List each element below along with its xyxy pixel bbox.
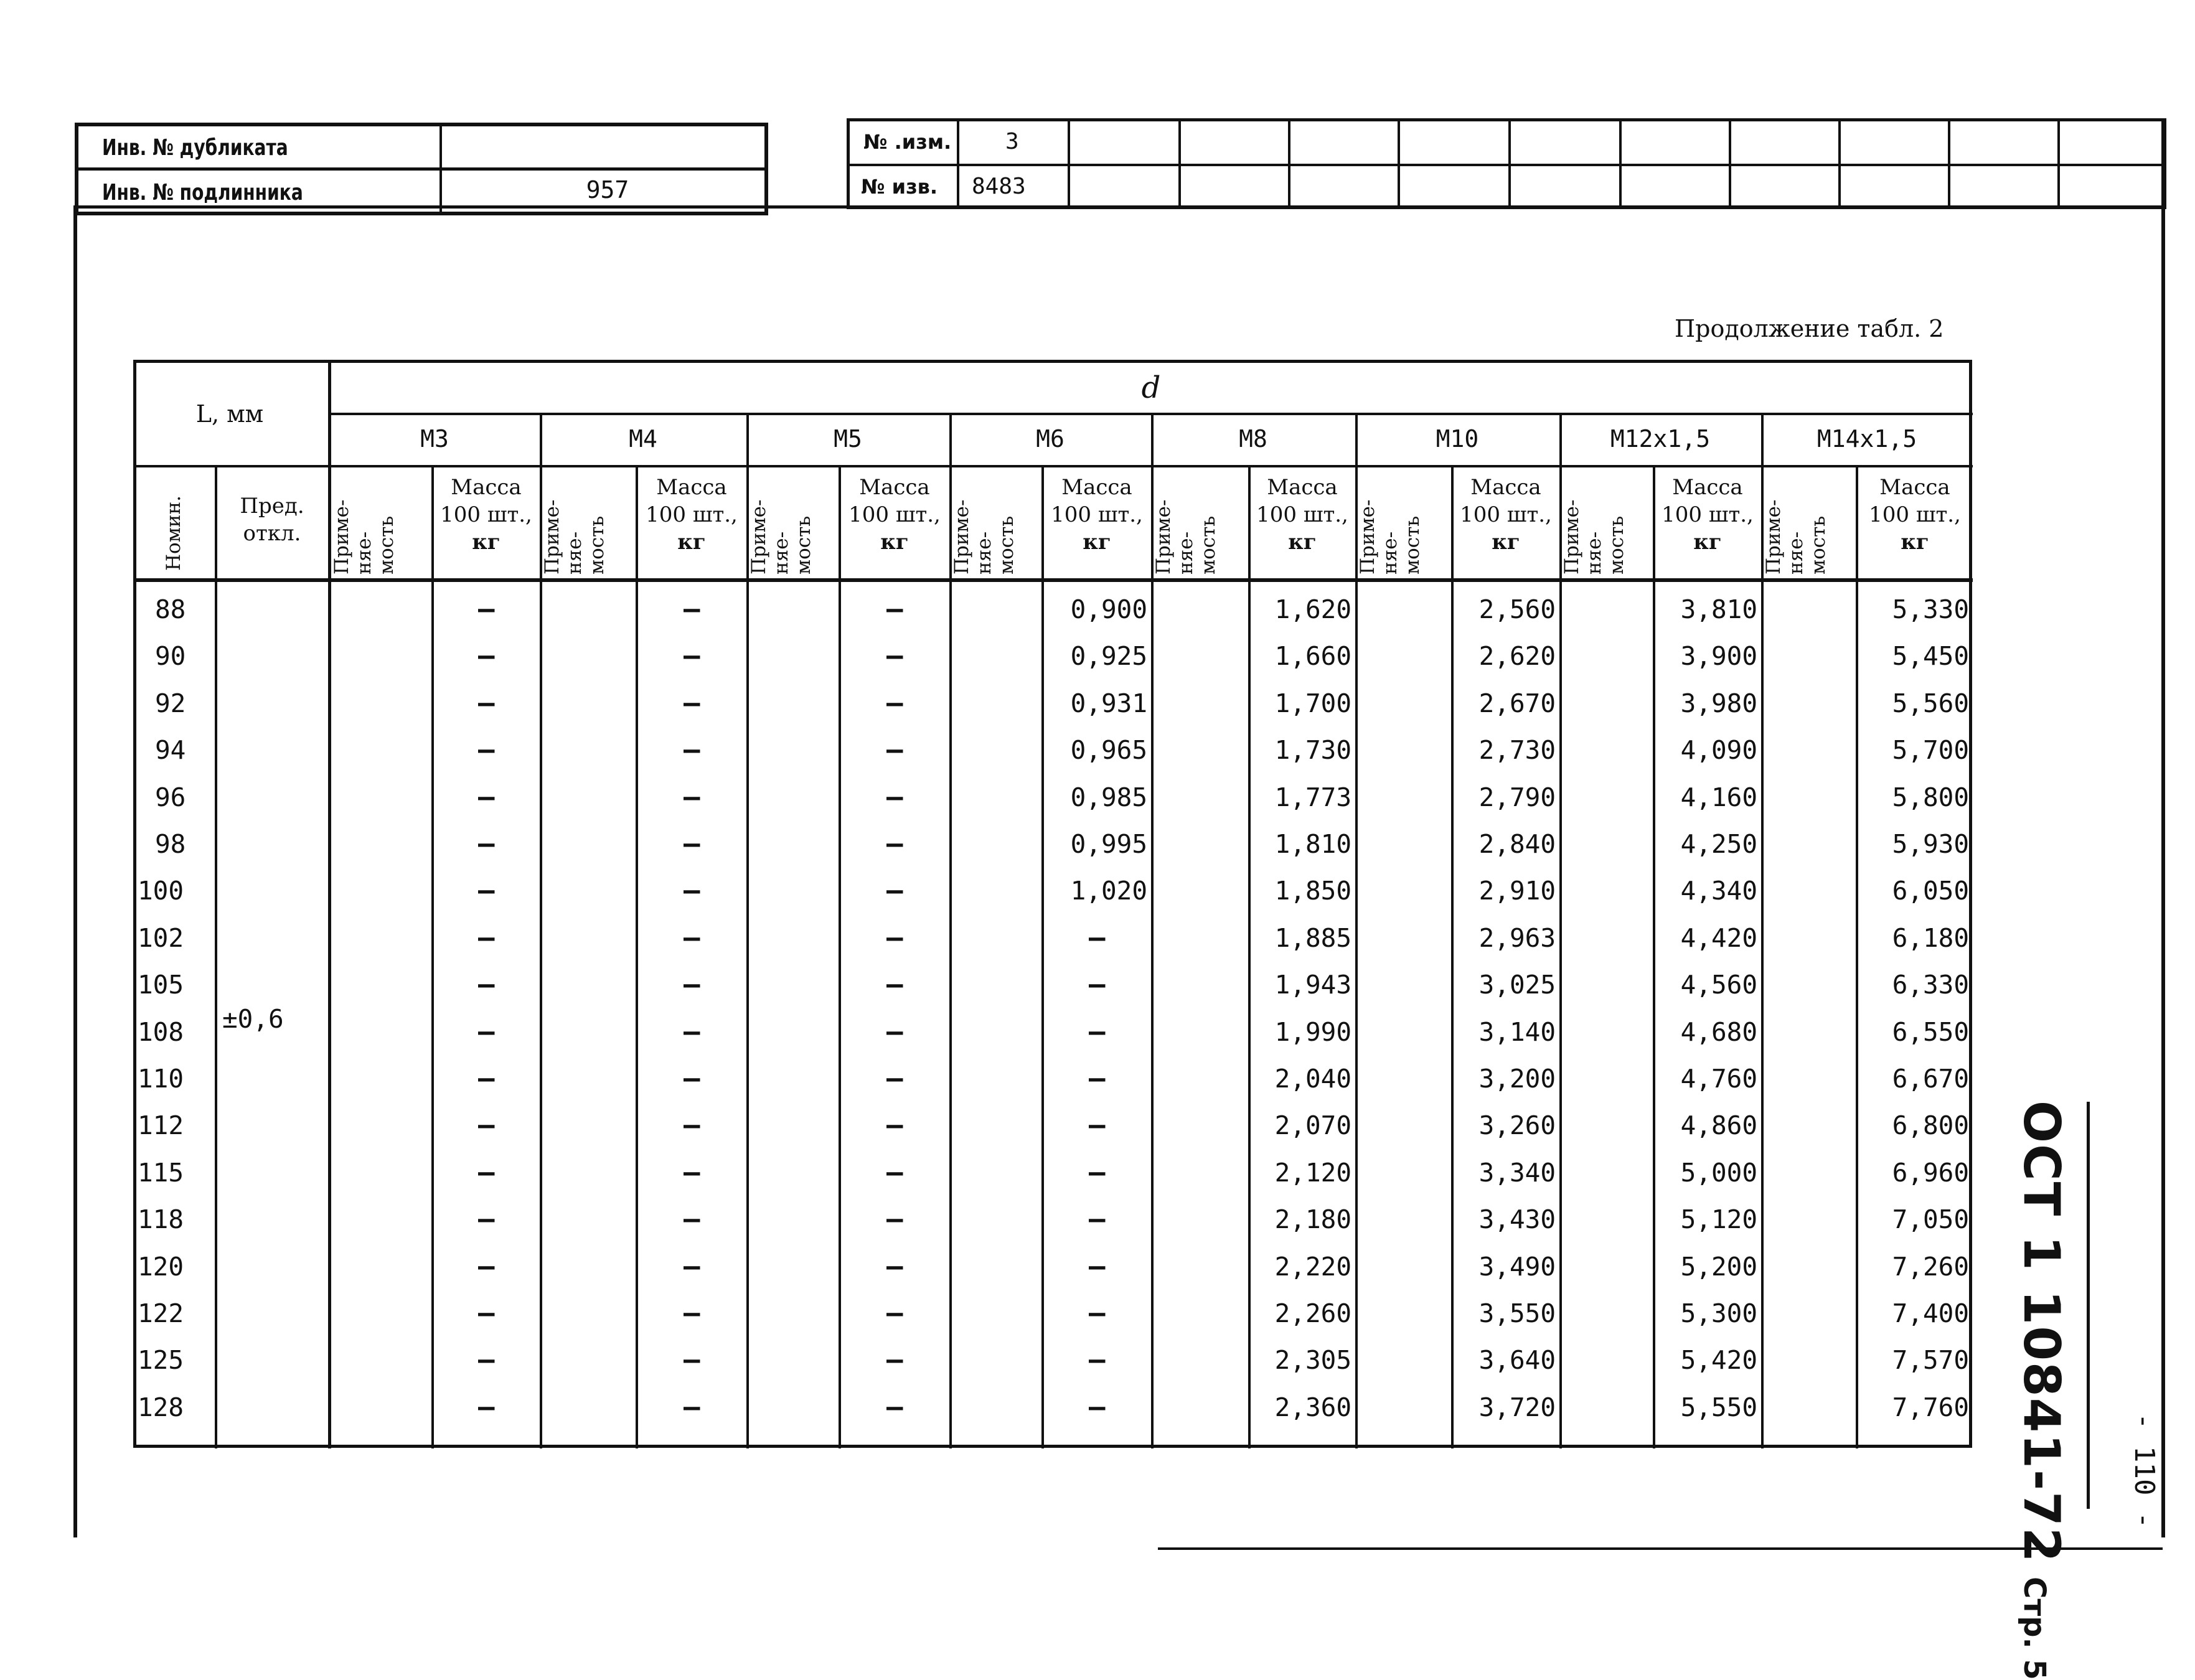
mass-dash: – <box>478 1063 495 1094</box>
mass-dash: – <box>684 593 700 625</box>
mass-dash: – <box>684 1344 700 1376</box>
mass-dash: – <box>684 1063 700 1094</box>
mass-header-line: Масса <box>1267 475 1338 500</box>
size-header-7: M14x1,5 <box>1817 425 1917 453</box>
row-nominal-length: 102 <box>138 922 184 953</box>
mass-value: 2,120 <box>1274 1157 1351 1188</box>
header-line-sizes <box>136 465 1973 467</box>
mass-dash: – <box>478 687 495 719</box>
mass-value: 2,560 <box>1478 594 1556 624</box>
row-nominal-length: 92 <box>155 688 186 718</box>
mass-value: 5,450 <box>1892 641 1969 672</box>
nominal-col-line <box>215 465 217 1448</box>
duplicate-stamp-block <box>75 123 768 215</box>
mass-value: 2,305 <box>1274 1345 1351 1376</box>
mass-dash: – <box>1089 1250 1106 1282</box>
mass-value: 3,550 <box>1478 1298 1556 1328</box>
size-header-0: M3 <box>420 425 449 453</box>
change-divider <box>850 164 2163 166</box>
mass-dash: – <box>886 1250 903 1282</box>
mass-value: 3,720 <box>1478 1392 1556 1422</box>
mass-header-line: кг <box>472 530 501 555</box>
applicability-header-line: мость <box>586 515 608 575</box>
applicability-header-line: Приме- <box>541 499 563 575</box>
mass-dash: – <box>684 1015 700 1048</box>
mass-value: 4,560 <box>1680 970 1757 1000</box>
mass-dash: – <box>886 640 903 672</box>
mass-dash: – <box>1089 1203 1106 1236</box>
mass-value: 4,760 <box>1680 1064 1757 1094</box>
mass-value: 2,963 <box>1478 922 1556 953</box>
mass-value: 6,180 <box>1892 922 1969 953</box>
mass-dash: – <box>886 1344 903 1376</box>
mass-dash: – <box>886 687 903 719</box>
row-nominal-length: 118 <box>138 1204 184 1235</box>
applicability-header-line: няе- <box>1379 531 1401 575</box>
mass-dash: – <box>684 1297 700 1329</box>
mass-value: 2,840 <box>1478 829 1556 859</box>
change-col-line <box>2057 121 2060 206</box>
mass-header-line: Масса <box>451 475 522 500</box>
mass-dash: – <box>478 640 495 672</box>
prim-mass-line <box>1041 466 1044 1448</box>
change-col-line <box>1288 121 1290 206</box>
mass-value: 7,570 <box>1892 1345 1969 1376</box>
frame-left-line <box>73 205 77 1537</box>
mass-header-line: 100 шт., <box>1662 502 1754 527</box>
mass-value: 1,660 <box>1274 641 1351 672</box>
mass-value: 0,931 <box>1070 688 1147 718</box>
mass-dash: – <box>886 1063 903 1094</box>
mass-dash: – <box>684 1391 700 1423</box>
mass-dash: – <box>478 921 495 954</box>
mass-value: 0,965 <box>1070 735 1147 766</box>
row-nominal-length: 100 <box>138 876 184 906</box>
mass-dash: – <box>1089 921 1106 954</box>
applicability-header <box>541 500 608 575</box>
row-nominal-length: 128 <box>138 1392 184 1422</box>
row-nominal-length: 125 <box>138 1345 184 1376</box>
mass-header-line: 100 шт., <box>440 502 532 527</box>
mass-dash: – <box>478 875 495 907</box>
mass-dash: – <box>886 1109 903 1142</box>
frame-right-line <box>2161 118 2165 1537</box>
mass-value: 3,640 <box>1478 1345 1556 1376</box>
mass-dash: – <box>1089 1063 1106 1094</box>
mass-value: 4,090 <box>1680 735 1757 766</box>
page-label: Стр. 5 <box>2017 1577 2052 1680</box>
mass-dash: – <box>684 969 700 1001</box>
mass-value: 4,160 <box>1680 782 1757 812</box>
designation-underline <box>2087 1102 2090 1509</box>
mass-value: 4,860 <box>1680 1110 1757 1141</box>
mass-header-line: Масса <box>859 475 930 500</box>
diameter-header: d <box>1141 370 1161 405</box>
mass-dash: – <box>1089 1156 1106 1188</box>
mass-value: 0,925 <box>1070 641 1147 672</box>
mass-value: 3,980 <box>1680 688 1757 718</box>
change-col-line <box>1948 121 1950 206</box>
prim-mass-line <box>1856 466 1858 1448</box>
mass-data-table <box>133 360 1972 1448</box>
mass-dash: – <box>478 593 495 625</box>
document-number: ОСТ 1 10841-72 <box>2013 1100 2070 1564</box>
mass-dash: – <box>684 1156 700 1188</box>
mass-header-line: 100 шт., <box>1460 502 1552 527</box>
mass-dash: – <box>684 1250 700 1282</box>
mass-header <box>1044 474 1150 556</box>
mass-value: 1,810 <box>1274 829 1351 859</box>
mass-header-line: кг <box>1492 530 1520 555</box>
duplicate-inventory-label: Инв. № дубликата <box>102 135 288 161</box>
mass-dash: – <box>478 969 495 1001</box>
size-header-2: M5 <box>834 425 862 453</box>
applicability-header <box>1356 500 1424 575</box>
mass-value: 5,420 <box>1680 1345 1757 1376</box>
row-nominal-length: 110 <box>138 1064 184 1094</box>
change-col-line <box>1068 121 1070 206</box>
applicability-header <box>1152 500 1220 575</box>
change-record-block <box>847 118 2166 209</box>
applicability-header-line: няе- <box>563 531 586 575</box>
change-col-line <box>957 121 959 206</box>
sheet-number: - 110 - <box>2128 1413 2160 1529</box>
applicability-header-line: Приме- <box>748 499 770 575</box>
applicability-header-line: няе- <box>1785 531 1807 575</box>
frame-top-line <box>73 205 2165 209</box>
mass-value: 5,300 <box>1680 1298 1757 1328</box>
mass-dash: – <box>684 1203 700 1236</box>
mass-value: 3,260 <box>1478 1110 1556 1141</box>
mass-value: 5,200 <box>1680 1251 1757 1282</box>
mass-header <box>434 474 538 556</box>
tolerance-header-line2: откл. <box>243 521 301 546</box>
header-line-bottom <box>136 578 1973 582</box>
applicability-header-line: няе- <box>353 531 375 575</box>
mass-value: 3,490 <box>1478 1251 1556 1282</box>
frame-bottom-line <box>1158 1547 2163 1550</box>
mass-value: 2,260 <box>1274 1298 1351 1328</box>
mass-value: 6,960 <box>1892 1157 1969 1188</box>
mass-value: 5,550 <box>1680 1392 1757 1422</box>
row-nominal-length: 108 <box>138 1016 184 1047</box>
tolerance-header <box>216 492 328 547</box>
applicability-header-line: мость <box>792 515 815 575</box>
mass-dash: – <box>684 828 700 860</box>
mass-dash: – <box>886 1297 903 1329</box>
mass-value: 3,200 <box>1478 1064 1556 1094</box>
prim-mass-line <box>1653 466 1655 1448</box>
row-nominal-length: 88 <box>155 594 186 624</box>
mass-dash: – <box>684 640 700 672</box>
mass-value: 5,560 <box>1892 688 1969 718</box>
mass-value: 2,670 <box>1478 688 1556 718</box>
mass-value: 3,340 <box>1478 1157 1556 1188</box>
size-header-4: M8 <box>1239 425 1267 453</box>
mass-value: 3,140 <box>1478 1016 1556 1047</box>
mass-value: 1,885 <box>1274 922 1351 953</box>
mass-value: 1,943 <box>1274 970 1351 1000</box>
row-nominal-length: 98 <box>155 829 186 859</box>
mass-dash: – <box>478 1391 495 1423</box>
mass-dash: – <box>886 969 903 1001</box>
mass-dash: – <box>684 1109 700 1142</box>
applicability-header-line: Приме- <box>331 499 353 575</box>
change-number-value: 3 <box>1005 129 1019 154</box>
mass-value: 2,040 <box>1274 1064 1351 1094</box>
size-header-1: M4 <box>629 425 657 453</box>
mass-header-line: Масса <box>1470 475 1541 500</box>
mass-value: 2,070 <box>1274 1110 1351 1141</box>
mass-value: 1,020 <box>1070 876 1147 906</box>
mass-header-line: 100 шт., <box>1869 502 1961 527</box>
mass-header-line: кг <box>1693 530 1722 555</box>
tolerance-header-line1: Пред. <box>240 494 304 519</box>
mass-dash: – <box>684 875 700 907</box>
mass-header-line: 100 шт., <box>848 502 941 527</box>
mass-value: 4,340 <box>1680 876 1757 906</box>
applicability-header-line: мость <box>375 515 398 575</box>
change-col-line <box>1178 121 1181 206</box>
applicability-header-line: няе- <box>973 531 995 575</box>
length-header: L, мм <box>195 400 264 428</box>
mass-header <box>638 474 745 556</box>
applicability-header-line: Приме- <box>1561 499 1583 575</box>
mass-value: 6,550 <box>1892 1016 1969 1047</box>
row-nominal-length: 94 <box>155 735 186 766</box>
nominal-header: Номин. <box>162 495 185 571</box>
change-col-line <box>1398 121 1400 206</box>
mass-dash: – <box>478 1203 495 1236</box>
prim-mass-line <box>1248 466 1251 1448</box>
stamp-col-divider <box>439 126 442 212</box>
mass-dash: – <box>478 781 495 813</box>
applicability-header-line: Приме- <box>951 499 973 575</box>
size-header-5: M10 <box>1436 425 1479 453</box>
mass-dash: – <box>886 593 903 625</box>
mass-value: 5,330 <box>1892 594 1969 624</box>
mass-dash: – <box>478 1250 495 1282</box>
mass-header-line: кг <box>1288 530 1317 555</box>
prim-mass-line <box>636 466 638 1448</box>
mass-value: 7,050 <box>1892 1204 1969 1235</box>
mass-value: 3,810 <box>1680 594 1757 624</box>
mass-value: 0,900 <box>1070 594 1147 624</box>
mass-header <box>1454 474 1558 556</box>
mass-value: 3,430 <box>1478 1204 1556 1235</box>
mass-dash: – <box>684 921 700 954</box>
mass-dash: – <box>1089 969 1106 1001</box>
mass-dash: – <box>478 1109 495 1142</box>
row-nominal-length: 90 <box>155 641 186 672</box>
applicability-header-line: мость <box>1197 515 1220 575</box>
mass-value: 1,990 <box>1274 1016 1351 1047</box>
row-nominal-length: 115 <box>138 1157 184 1188</box>
mass-header-line: Масса <box>1672 475 1743 500</box>
mass-value: 1,620 <box>1274 594 1351 624</box>
mass-dash: – <box>886 875 903 907</box>
row-nominal-length: 112 <box>138 1110 184 1141</box>
mass-value: 1,730 <box>1274 735 1351 766</box>
mass-dash: – <box>886 828 903 860</box>
mass-value: 2,220 <box>1274 1251 1351 1282</box>
mass-value: 2,730 <box>1478 735 1556 766</box>
mass-value: 2,360 <box>1274 1392 1351 1422</box>
applicability-header-line: Приме- <box>1762 499 1785 575</box>
mass-dash: – <box>886 734 903 766</box>
applicability-header <box>331 500 398 575</box>
mass-dash: – <box>478 1156 495 1188</box>
original-inventory-label: Инв. № подлинника <box>102 180 303 205</box>
mass-dash: – <box>478 1015 495 1048</box>
applicability-header-line: Приме- <box>1152 499 1175 575</box>
mass-dash: – <box>886 1015 903 1048</box>
prim-mass-line <box>839 466 841 1448</box>
mass-value: 4,420 <box>1680 922 1757 953</box>
applicability-header-line: Приме- <box>1356 499 1379 575</box>
table-continuation-caption: Продолжение табл. 2 <box>1675 315 1944 342</box>
mass-header-line: 100 шт., <box>1256 502 1348 527</box>
mass-header-line: кг <box>1083 530 1111 555</box>
applicability-header <box>1762 500 1830 575</box>
change-col-line <box>1729 121 1731 206</box>
mass-value: 5,930 <box>1892 829 1969 859</box>
mass-value: 6,330 <box>1892 970 1969 1000</box>
mass-dash: – <box>886 781 903 813</box>
mass-dash: – <box>684 734 700 766</box>
notice-number-value: 8483 <box>972 174 1026 199</box>
mass-dash: – <box>478 1297 495 1329</box>
mass-dash: – <box>684 781 700 813</box>
change-col-line <box>1508 121 1511 206</box>
mass-value: 1,850 <box>1274 876 1351 906</box>
original-inventory-value: 957 <box>586 176 629 204</box>
prim-mass-line <box>431 466 434 1448</box>
change-col-line <box>1838 121 1841 206</box>
applicability-header <box>951 500 1018 575</box>
mass-header <box>841 474 948 556</box>
mass-dash: – <box>886 1203 903 1236</box>
row-nominal-length: 122 <box>138 1298 184 1328</box>
mass-value: 2,620 <box>1478 641 1556 672</box>
mass-value: 7,400 <box>1892 1298 1969 1328</box>
mass-value: 6,050 <box>1892 876 1969 906</box>
notice-number-label: № изв. <box>861 175 938 199</box>
mass-value: 4,680 <box>1680 1016 1757 1047</box>
mass-dash: – <box>886 1391 903 1423</box>
mass-header-line: Масса <box>656 475 727 500</box>
applicability-header-line: мость <box>1401 515 1424 575</box>
mass-dash: – <box>886 1156 903 1188</box>
mass-value: 5,000 <box>1680 1157 1757 1188</box>
mass-value: 3,900 <box>1680 641 1757 672</box>
applicability-header-line: няе- <box>770 531 792 575</box>
stamp-divider <box>78 167 764 171</box>
mass-value: 5,700 <box>1892 735 1969 766</box>
change-col-line <box>1619 121 1622 206</box>
mass-dash: – <box>1089 1015 1106 1048</box>
mass-dash: – <box>478 734 495 766</box>
row-nominal-length: 105 <box>138 970 184 1000</box>
mass-value: 1,700 <box>1274 688 1351 718</box>
document-designation <box>2013 1100 2070 1680</box>
mass-dash: – <box>1089 1391 1106 1423</box>
mass-value: 5,120 <box>1680 1204 1757 1235</box>
mass-dash: – <box>1089 1344 1106 1376</box>
size-header-6: M12x1,5 <box>1610 425 1711 453</box>
mass-value: 6,800 <box>1892 1110 1969 1141</box>
applicability-header-line: няе- <box>1175 531 1197 575</box>
mass-value: 2,910 <box>1478 876 1556 906</box>
mass-dash: – <box>684 687 700 719</box>
mass-header-line: 100 шт., <box>646 502 738 527</box>
mass-header-line: кг <box>677 530 706 555</box>
mass-header-line: 100 шт., <box>1051 502 1143 527</box>
mass-dash: – <box>1089 1297 1106 1329</box>
tolerance-value: ±0,6 <box>222 1004 284 1034</box>
mass-dash: – <box>478 1344 495 1376</box>
mass-header <box>1655 474 1760 556</box>
applicability-header-line: мость <box>1605 515 1628 575</box>
mass-header <box>1858 474 1972 556</box>
applicability-header-line: няе- <box>1583 531 1605 575</box>
mass-header-line: Масса <box>1061 475 1132 500</box>
change-number-label: № .изм. <box>863 130 952 154</box>
applicability-header-line: мость <box>1807 515 1830 575</box>
mass-header-line: кг <box>880 530 909 555</box>
prim-mass-line <box>1451 466 1454 1448</box>
applicability-header <box>748 500 815 575</box>
mass-value: 0,985 <box>1070 782 1147 812</box>
mass-value: 6,670 <box>1892 1064 1969 1094</box>
row-nominal-length: 96 <box>155 782 186 812</box>
applicability-header <box>1561 500 1628 575</box>
mass-dash: – <box>478 828 495 860</box>
mass-value: 1,773 <box>1274 782 1351 812</box>
mass-value: 0,995 <box>1070 829 1147 859</box>
mass-value: 2,180 <box>1274 1204 1351 1235</box>
mass-header <box>1251 474 1354 556</box>
row-nominal-length: 120 <box>138 1251 184 1282</box>
mass-dash: – <box>1089 1109 1106 1142</box>
mass-value: 2,790 <box>1478 782 1556 812</box>
mass-value: 3,025 <box>1478 970 1556 1000</box>
mass-value: 7,260 <box>1892 1251 1969 1282</box>
mass-value: 5,800 <box>1892 782 1969 812</box>
applicability-header-line: мость <box>995 515 1018 575</box>
mass-dash: – <box>886 921 903 954</box>
size-header-3: M6 <box>1036 425 1065 453</box>
mass-value: 7,760 <box>1892 1392 1969 1422</box>
mass-header-line: кг <box>1901 530 1929 555</box>
mass-value: 4,250 <box>1680 829 1757 859</box>
mass-header-line: Масса <box>1879 475 1950 500</box>
